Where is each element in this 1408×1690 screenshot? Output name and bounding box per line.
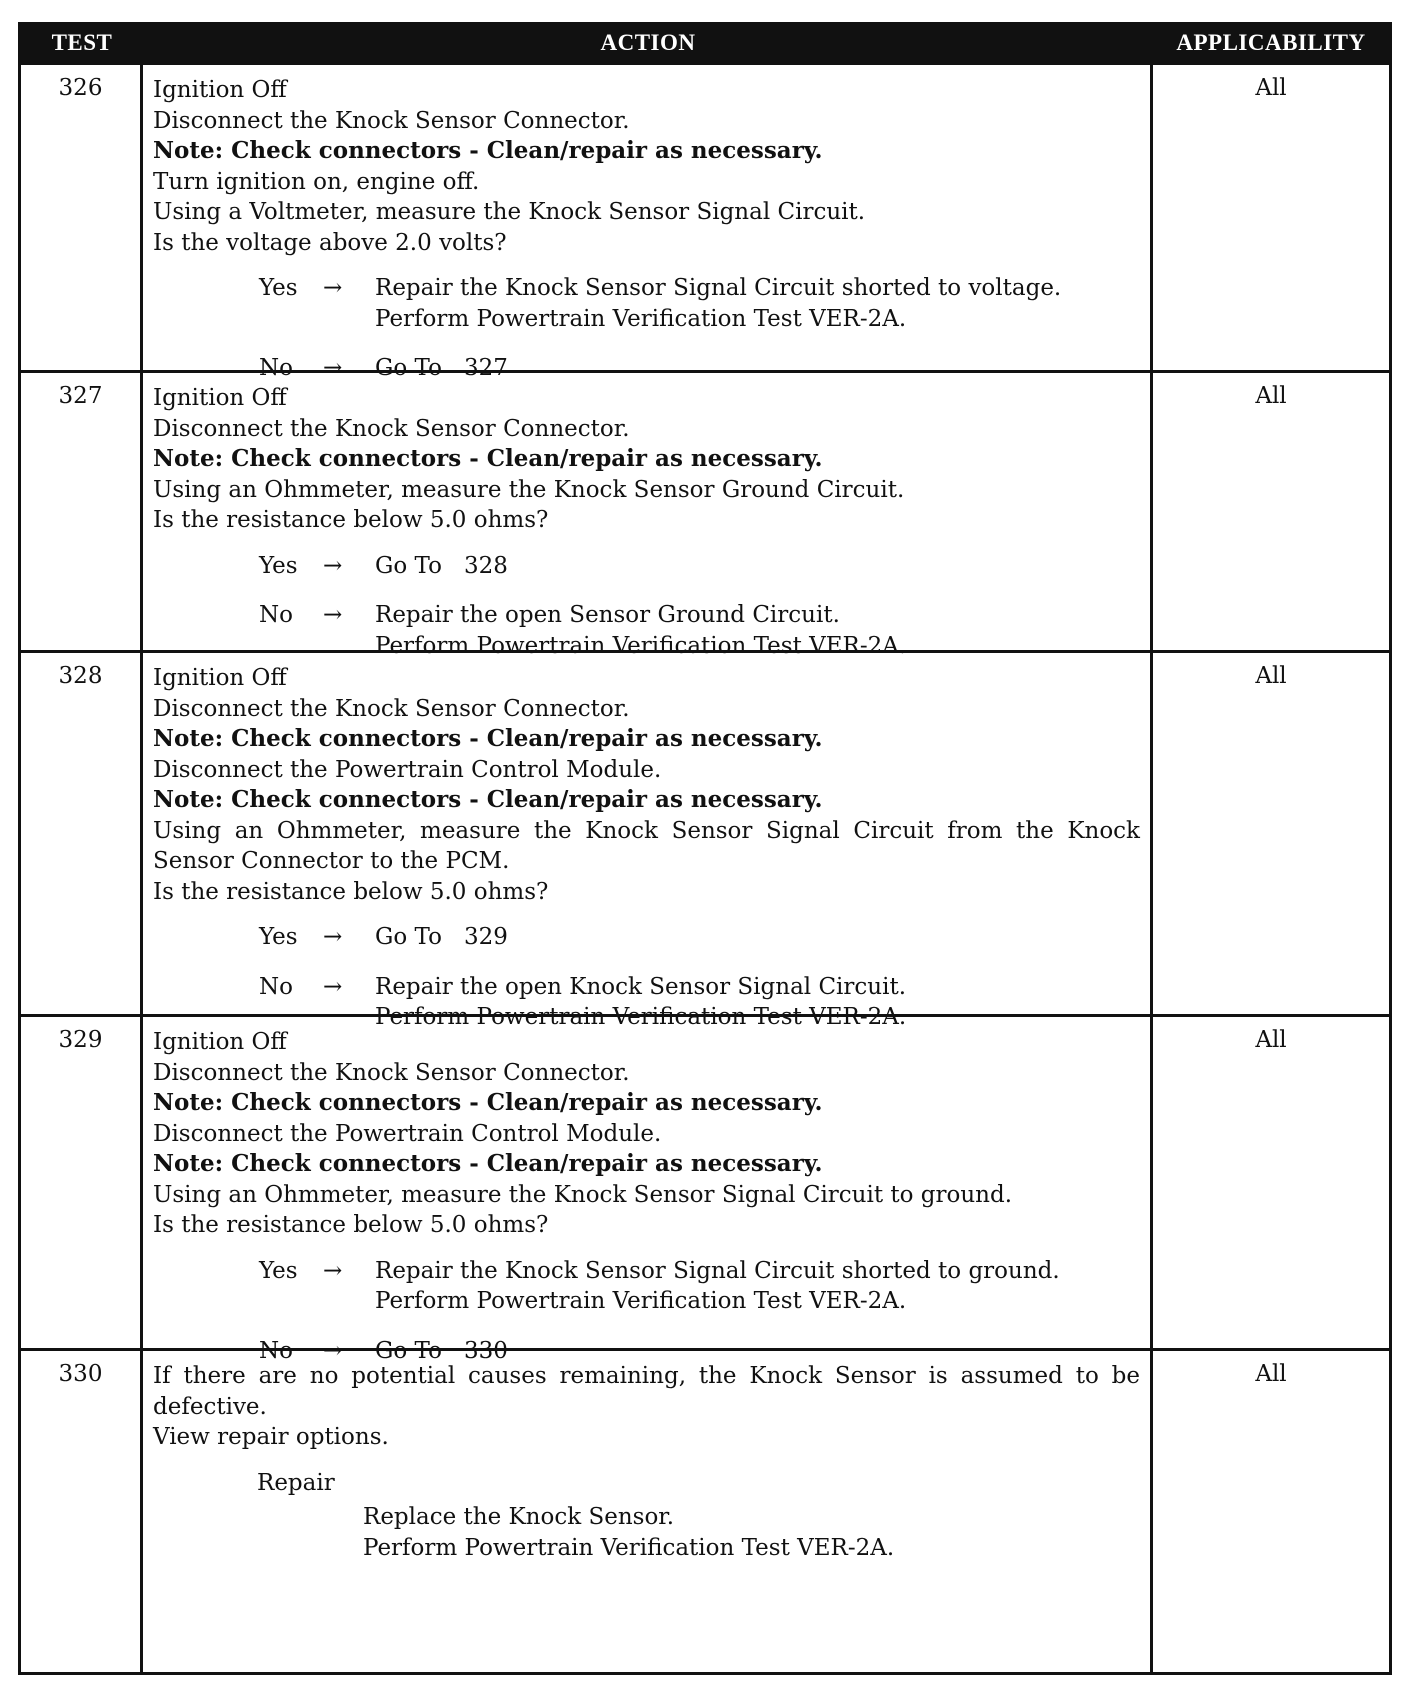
result-line: Repair the Knock Sensor Signal Circuit shorted to voltage. [375, 275, 1062, 301]
table-row-328 [21, 650, 1389, 1030]
goto-link[interactable] [375, 922, 508, 953]
arrow-icon: → [323, 602, 343, 628]
step-line: Using an Ohmmeter, measure the Knock Sensor Signal Circuit from the Knock Sensor Connector to the PCM. [153, 817, 1140, 874]
note-line: Note: Check connectors - Clean/repair as necessary. [153, 137, 823, 164]
no-label: No [259, 602, 293, 628]
step-line: Ignition Off [153, 385, 287, 411]
step-line: Using an Ohmmeter, measure the Knock Sensor Signal Circuit to ground. [153, 1181, 1013, 1208]
applicability-cell: All [1255, 1361, 1287, 1387]
question-line: Is the resistance below 5.0 ohms? [153, 878, 549, 905]
step-line: Disconnect the Knock Sensor Connector. [153, 107, 630, 134]
yes-label: Yes [259, 924, 298, 950]
header-action: ACTION [600, 30, 696, 55]
result-line: Perform Powertrain Verification Test VER-2A. [375, 1004, 907, 1030]
step-line: Disconnect the Knock Sensor Connector. [153, 1059, 630, 1086]
applicability-cell: All [1255, 383, 1287, 409]
test-number: 328 [21, 653, 143, 1014]
yes-outcome [153, 551, 1140, 582]
yes-outcome [153, 1256, 1140, 1317]
header-applicability: APPLICABILITY [1176, 30, 1366, 55]
note-line: Note: Check connectors - Clean/repair as necessary. [153, 445, 823, 472]
no-label: No [259, 355, 293, 381]
arrow-icon: → [323, 973, 343, 1000]
goto-text: Go To [375, 552, 442, 579]
table-row-326 [21, 62, 1389, 381]
result-line: Perform Powertrain Verification Test VER-2A. [375, 305, 907, 332]
step-line: Ignition Off [153, 1029, 287, 1055]
goto-text: Go To [375, 355, 442, 381]
goto-link[interactable] [375, 551, 508, 582]
yes-label: Yes [259, 275, 298, 301]
note-line: Note: Check connectors - Clean/repair as necessary. [153, 725, 823, 752]
repair-steps [153, 1502, 1140, 1563]
arrow-icon: → [323, 924, 343, 950]
goto-target: 327 [463, 355, 508, 381]
arrow-icon: → [323, 552, 343, 579]
header-test: TEST [51, 30, 113, 55]
step-line: View repair options. [153, 1424, 389, 1450]
note-line: Note: Check connectors - Clean/repair as necessary. [153, 1150, 823, 1177]
test-number: 329 [21, 1017, 143, 1348]
question-line: Is the voltage above 2.0 volts? [153, 229, 507, 256]
goto-target: 328 [463, 552, 508, 579]
action-cell [143, 1351, 1153, 1672]
result-line: Repair the open Knock Sensor Signal Circuit. [375, 973, 906, 1000]
step-line: Disconnect the Powertrain Control Module. [153, 756, 662, 783]
action-cell [143, 653, 1153, 1030]
result-line: Perform Powertrain Verification Test VER-2A. [375, 632, 907, 659]
step-line: Disconnect the Knock Sensor Connector. [153, 415, 630, 442]
goto-target: 329 [463, 924, 508, 950]
test-number: 327 [21, 373, 143, 650]
step-line: Using an Ohmmeter, measure the Knock Sensor Ground Circuit. [153, 476, 905, 503]
table-row-329 [21, 1014, 1389, 1364]
goto-target: 330 [463, 1337, 508, 1364]
step-line: Turn ignition on, engine off. [153, 168, 480, 195]
goto-text: Go To [375, 1337, 442, 1364]
result-line: Repair the Knock Sensor Signal Circuit shorted to ground. [375, 1257, 1060, 1284]
step-line: Disconnect the Knock Sensor Connector. [153, 695, 630, 722]
applicability-cell: All [1255, 663, 1287, 689]
yes-outcome [153, 273, 1140, 334]
test-number: 326 [21, 65, 143, 370]
table-row-327 [21, 370, 1389, 659]
applicability-cell: All [1255, 1027, 1287, 1053]
arrow-icon: → [323, 1257, 343, 1284]
step-line: Disconnect the Powertrain Control Module. [153, 1120, 662, 1147]
goto-text: Go To [375, 924, 442, 950]
arrow-icon: → [323, 275, 343, 301]
no-label: No [259, 1337, 293, 1364]
diagnostic-test-table [18, 22, 1392, 1675]
step-line: Using a Voltmeter, measure the Knock Sensor Signal Circuit. [153, 199, 866, 225]
yes-label: Yes [259, 1257, 298, 1284]
table-header [21, 25, 1389, 62]
no-label: No [259, 973, 293, 1000]
question-line: Is the resistance below 5.0 ohms? [153, 1212, 549, 1238]
note-line: Note: Check connectors - Clean/repair as necessary. [153, 786, 823, 813]
result-line: Repair the open Sensor Ground Circuit. [375, 602, 840, 628]
applicability-cell: All [1255, 75, 1287, 101]
step-line: If there are no potential causes remaining, the Knock Sensor is assumed to be defective. [153, 1363, 1140, 1420]
action-cell [143, 65, 1153, 381]
result-line: Perform Powertrain Verification Test VER-2A. [375, 1288, 907, 1314]
repair-label: Repair [257, 1469, 335, 1496]
yes-label: Yes [259, 552, 298, 579]
test-number: 330 [21, 1351, 143, 1672]
arrow-icon: → [323, 355, 343, 381]
step-line: Ignition Off [153, 77, 287, 103]
repair-step: Replace the Knock Sensor. [363, 1504, 675, 1530]
action-cell [143, 1017, 1153, 1364]
table-row-330 [21, 1348, 1389, 1672]
note-line: Note: Check connectors - Clean/repair as necessary. [153, 1089, 823, 1116]
arrow-icon: → [323, 1337, 343, 1364]
step-line: Ignition Off [153, 665, 287, 691]
question-line: Is the resistance below 5.0 ohms? [153, 507, 549, 533]
action-cell [143, 373, 1153, 659]
yes-outcome [153, 922, 1140, 953]
repair-step: Perform Powertrain Verification Test VER-2A. [363, 1534, 895, 1561]
